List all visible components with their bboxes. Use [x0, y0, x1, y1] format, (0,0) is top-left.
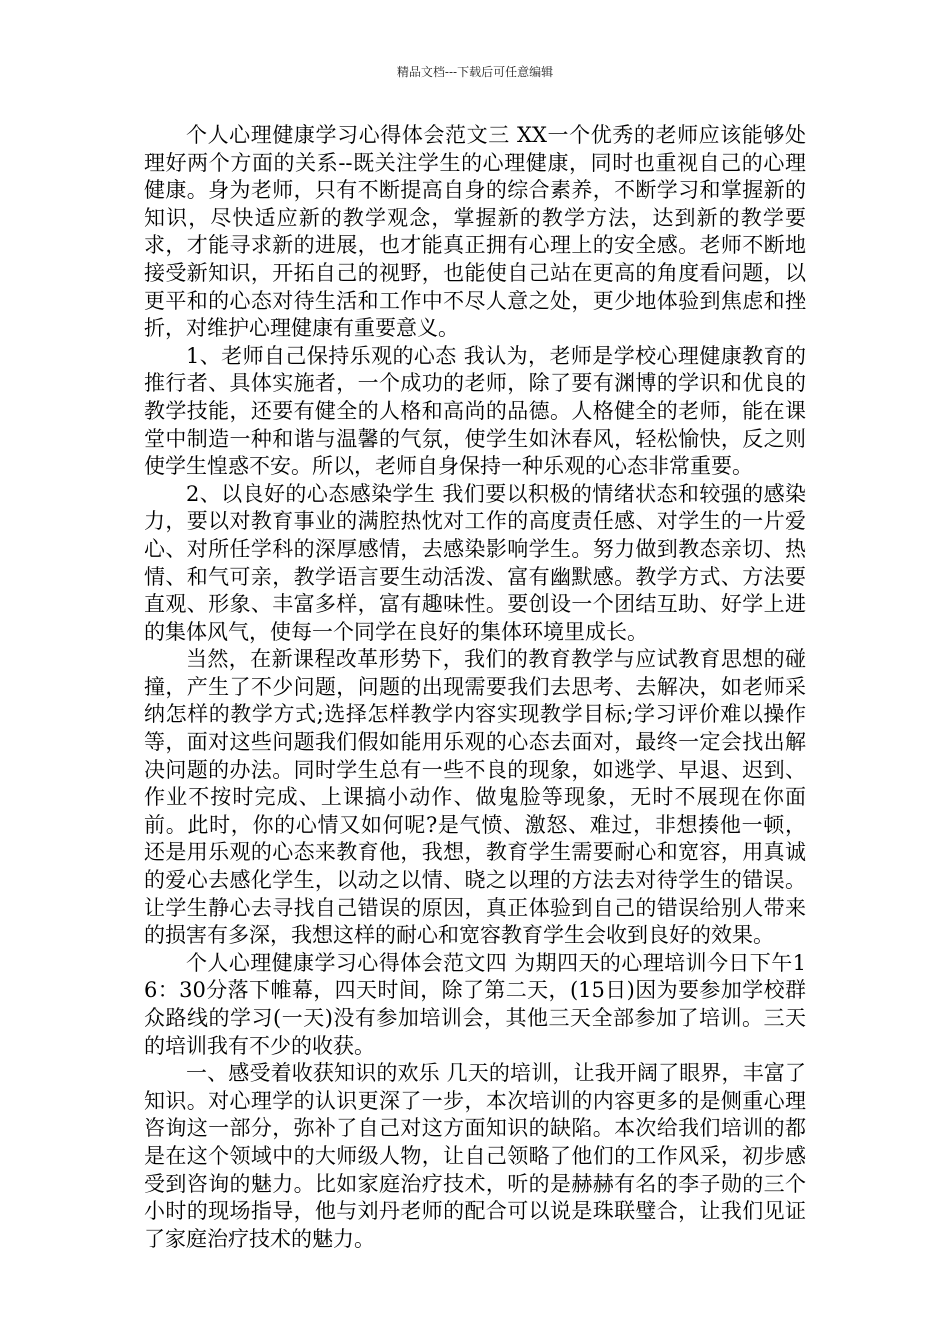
paragraph-1: 个人心理健康学习心得体会范文三 XX一个优秀的老师应该能够处理好两个方面的关系--既关注学生的心理健康，同时也重视自己的心理健康。身为老师，只有不断提高自身的综合素养，不断学习和掌握新的知识，尽快适应新的教学观念，掌握新的教学方法，达到新的教学要求，才能寻求新的进展，也才能真正拥有心理上的安全感。老师不断地接受新知识，开拓自己的视野，也能使自己站在更高的角度看问题，以更平和的心态对待生活和工作中不尽人意之处，更少地体验到焦虑和挫折，对维护心理健康有重要意义。	[144, 123, 806, 341]
paragraph-6: 一、感受着收获知识的欢乐 几天的培训，让我开阔了眼界，丰富了知识。对心理学的认识更深了一步，本次培训的内容更多的是侧重心理咨询这一部分，弥补了自己对这方面知识的缺陷。本次给我们培训的都是在这个领域中的大师级人物，让自己领略了他们的工作风采，初步感受到咨询的魅力。比如家庭治疗技术，听的是赫赫有名的李子勋的三个小时的现场指导，他与刘丹老师的配合可以说是珠联璧合，让我们见证了家庭治疗技术的魅力。	[144, 1061, 806, 1251]
article-body	[144, 122, 806, 1253]
paragraph-5: 个人心理健康学习心得体会范文四 为期四天的心理培训今日下午16：30分落下帷幕，四天时间，除了第二天，(15日)因为要参加学校群众路线的学习(一天)没有参加培训会，其他三天全部参加了培训。三天的培训我有不少的收获。	[144, 950, 806, 1058]
page-header: 精品文档---下载后可任意编辑	[396, 65, 554, 79]
paragraph-4: 当然，在新课程改革形势下，我们的教育教学与应试教育思想的碰撞，产生了不少问题，问题的出现需要我们去思考、去解决，如老师采纳怎样的教学方式;选择怎样教学内容实现教学目标;学习评价难以操作等，面对这些问题我们假如能用乐观的心态去面对，最终一定会找出解决问题的办法。同时学生总有一些不良的现象，如逃学、早退、迟到、作业不按时完成、上课搞小动作、做鬼脸等现象，无时不展现在你面前。此时，你的心情又如何呢?是气愤、激怒、难过，非想揍他一顿，还是用乐观的心态来教育他，我想，教育学生需要耐心和宽容，用真诚的爱心去感化学生，以动之以情、晓之以理的方法去对待学生的错误。让学生静心去寻找自己错误的原因，真正体验到自己的错误给别人带来的损害有多深，我想这样的耐心和宽容教育学生会收到良好的效果。	[144, 647, 806, 948]
paragraph-3: 2、以良好的心态感染学生 我们要以积极的情绪状态和较强的感染力，要以对教育事业的满腔热忱对工作的高度责任感、对学生的一片爱心、对所任学科的深厚感情，去感染影响学生。努力做到教态亲切、热情、和气可亲，教学语言要生动活泼、富有幽默感。教学方式、方法要直观、形象、丰富多样，富有趣味性。要创设一个团结互助、好学上进的集体风气，使每一个同学在良好的集体环境里成长。	[144, 481, 806, 644]
paragraph-2: 1、老师自己保持乐观的心态 我认为，老师是学校心理健康教育的推行者、具体实施者，一个成功的老师，除了要有渊博的学识和优良的教学技能，还要有健全的人格和高尚的品德。人格健全的老师，能在课堂中制造一种和谐与温馨的气氛，使学生如沐春风，轻松愉快，反之则使学生惶惑不安。所以，老师自身保持一种乐观的心态非常重要。	[144, 343, 806, 479]
